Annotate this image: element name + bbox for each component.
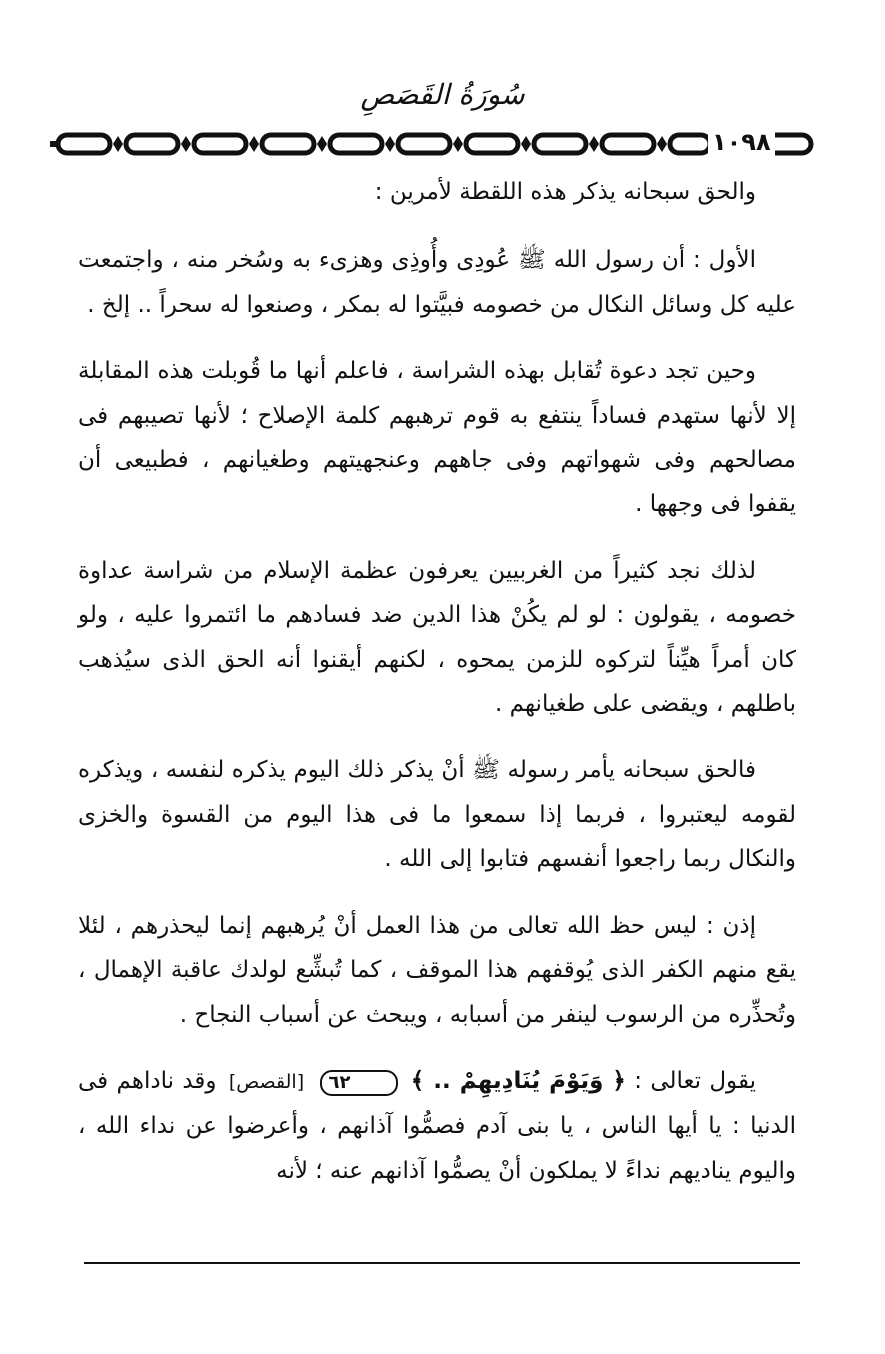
paragraph-lead: يقول تعالى : bbox=[634, 1067, 756, 1094]
surah-title: سُورَةُ القَصَصِ bbox=[360, 78, 525, 111]
paragraph-with-verse bbox=[78, 1059, 796, 1193]
paragraph: الأول : أن رسول الله ﷺ عُودِى وأُوذِى وهزىء به وسُخر منه ، واجتمعت عليه كل وسائل النكال من خصومه فبيَّتوا له بمكر ، وصنعوا له سحراً .. إلخ . bbox=[78, 247, 796, 318]
paragraph: لذلك نجد كثيراً من الغربيين يعرفون عظمة الإسلام من شراسة عداوة خصومه ، يقولون : لو لم يكُنْ هذا الدين ضد فسادهم ما ائتمروا عليه ، ولو كان أمراً هيِّناً لتركوه للزمن يمحوه ، لكنهم أيقنوا أنه الحق الذى سيُذهب باطلهم ، ويقضى على طغيانهم . bbox=[78, 557, 796, 718]
surah-reference: [القصص] bbox=[228, 1070, 305, 1093]
page-number: ١٠٩٨ bbox=[708, 128, 775, 156]
verse-number-badge: ٦٢ bbox=[320, 1070, 398, 1096]
ornamental-header-band bbox=[50, 126, 820, 162]
paragraph: فالحق سبحانه يأمر رسوله ﷺ أنْ يذكر ذلك اليوم يذكره لنفسه ، ويذكره لقومه ليعتبروا ، فربما إذا سمعوا ما فى هذا اليوم من القسوة والخزى والنكال ربما راجعوا أنفسهم فتابوا إلى الله . bbox=[78, 757, 796, 873]
paragraph: إذن : ليس حظ الله تعالى من هذا العمل أنْ يُرهبهم إنما ليحذرهم ، لئلا يقع منهم الكفر الذى يُوقفهم هذا الموقف ، كما تُبشِّع لولدك عاقبة الإهمال ، وتُحذِّره من الرسوب لينفر من أسبابه ، ويبحث عن أسباب النجاح . bbox=[78, 912, 796, 1028]
quran-quote: ﴿ وَيَوْمَ يُنَادِيهِمْ .. ﴾ bbox=[410, 1067, 626, 1094]
paragraph-rest: وقد ناداهم فى الدنيا : يا أيها الناس ، يا بنى آدم فصمُّوا آذانهم ، وأعرضوا عن نداء الله ، واليوم يناديهم نداءً لا يملكون أنْ يصمُّوا آذانهم عنه ؛ لأنه bbox=[78, 1067, 796, 1184]
footer-divider bbox=[84, 1262, 800, 1264]
paragraph: والحق سبحانه يذكر هذه اللقطة لأمرين : bbox=[374, 179, 756, 205]
paragraph: وحين تجد دعوة تُقابل بهذه الشراسة ، فاعلم أنها ما قُوبلت هذه المقابلة إلا لأنها ستهدم فساداً ينتفع به قوم ترهبهم كلمة الإصلاح ؛ لأنها تصيبهم فى مصالحهم وفى شهواتهم وفى جاههم وعنجهيتهم وطغيانهم ، فطبيعى أن يقفوا فى وجهها . bbox=[78, 358, 796, 518]
body-text bbox=[78, 170, 796, 1215]
